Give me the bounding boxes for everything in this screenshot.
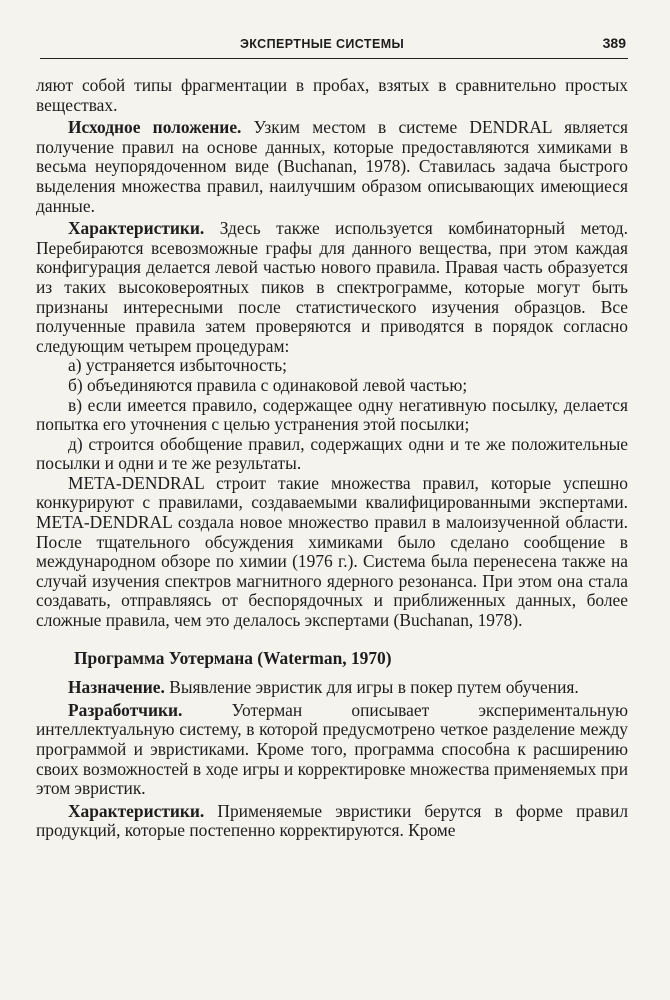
list-item-d: д) строится обобщение правил, содержащих одни и те же положительные посылки и одни и те же результаты. bbox=[36, 433, 628, 474]
page-header bbox=[40, 36, 628, 59]
list-item-b: б) объединяются правила с одинаковой левой частью; bbox=[68, 374, 468, 395]
term-initial-state: Исходное положение. bbox=[68, 117, 242, 138]
paragraph-characteristics-2 bbox=[36, 802, 628, 841]
paragraph-developers bbox=[36, 701, 628, 799]
page-body bbox=[36, 76, 628, 841]
list-item-a: а) устраняется избыточность; bbox=[68, 355, 287, 376]
text-purpose: Выявление эвристик для игры в покер путем обучения. bbox=[164, 677, 579, 698]
page-number: 389 bbox=[602, 35, 626, 51]
paragraph-characteristics bbox=[36, 219, 628, 356]
paragraph-meta-dendral: META-DENDRAL строит такие множества правил, которые успешно конкурируют с правилами, создаваемыми квалифицированными экспертами. META-DENDRAL создала новое множество правил в малоизученной области. После тщательного обсуждения химиками было сделано сообщение в международном обзоре по химии (1976 г.). Система была перенесена также на случай изучения спектров магнитного ядерного резонанса. При этом она стала создавать, отправляясь от беспорядочных и приближенных данных, более сложные правила, чем это делалось экспертами (Buchanan, 1978). bbox=[36, 472, 628, 631]
term-characteristics-2: Характеристики. bbox=[68, 800, 205, 821]
list-item-c: в) если имеется правило, содержащее одну негативную посылку, делается попытка его уточнения с целью устранения этой посылки; bbox=[36, 394, 628, 435]
text-characteristics-2: Применяемые эвристики берутся в форме правил продукций, которые постепенно корректируются. Кроме bbox=[36, 800, 628, 841]
term-purpose: Назначение. bbox=[68, 677, 165, 698]
term-characteristics: Характеристики. bbox=[68, 218, 205, 239]
paragraph-purpose bbox=[36, 678, 628, 698]
paragraph-initial-state bbox=[36, 118, 628, 216]
text-initial-state: Узким местом в системе DENDRAL является получение правил на основе данных, которые предоставляются химиками в весьма неупорядоченном виде (Buchanan, 1978). Ставилась задача быстрого выделения множества правил, наилучшим образом описывающих имеющиеся данные. bbox=[36, 117, 628, 216]
text-developers: Уотерман описывает экспериментальную интеллектуальную систему, в которой предусмотрено четкое разделение между программой и эвристиками. Кроме того, программа способна к расширению своих возможностей в ходе игры и корректировке множества применяемых при этом эвристик. bbox=[36, 699, 628, 799]
text-characteristics: Здесь также используется комбинаторный метод. Перебираются всевозможные графы для данного вещества, при этом каждая конфигурация делается левой частью нового правила. Правая часть образуется из таких высоковероятных пиков в спектрограмме, которые могут быть признаны интересными после статистического изучения образцов. Все полученные правила затем проверяются и приводятся в порядок согласно следующим четырем процедурам: bbox=[36, 218, 628, 356]
running-title: ЭКСПЕРТНЫЕ СИСТЕМЫ bbox=[240, 37, 405, 51]
paragraph-continuation: ляют собой типы фрагментации в пробах, взятых в сравнительно простых веществах. bbox=[36, 75, 628, 115]
section-heading: Программа Уотермана (Waterman, 1970) bbox=[74, 647, 392, 668]
term-developers: Разработчики. bbox=[68, 699, 183, 720]
